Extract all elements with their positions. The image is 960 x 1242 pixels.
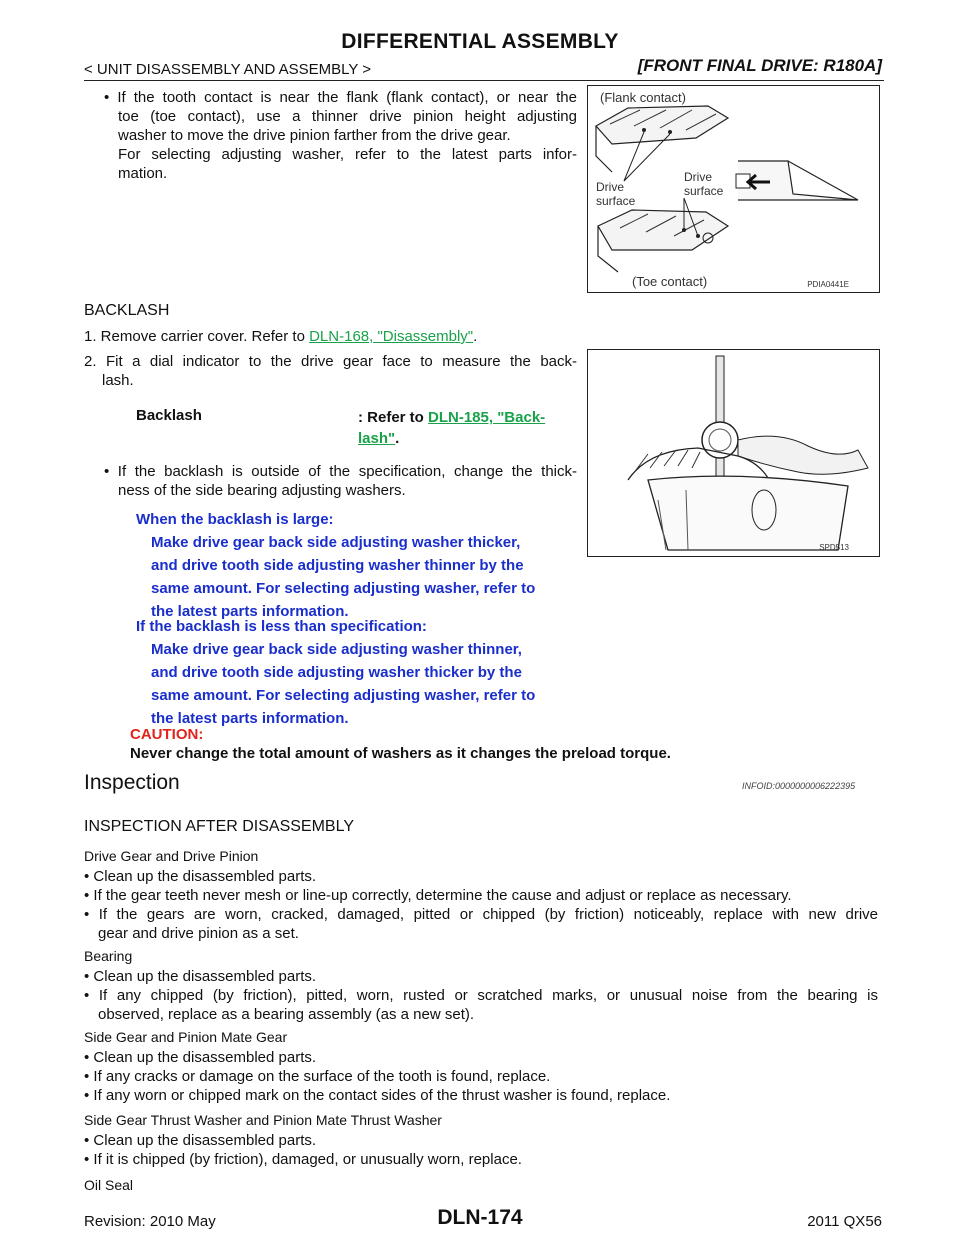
backlash-spec-value — [358, 407, 545, 449]
inspection-subheading: INSPECTION AFTER DISASSEMBLY — [84, 818, 354, 835]
step-suffix: . — [473, 328, 478, 345]
list-item: • Clean up the disassembled parts. — [84, 1132, 317, 1149]
text-line: • If the backlash is outside of the specification, change the thick- — [104, 463, 577, 480]
list-item: • If any chipped (by friction), pitted, worn, rusted or scratched marks, or unusual noise from the bearing is — [84, 987, 878, 1004]
list-item: • If any worn or chipped mark on the contact sides of the thrust washer is found, replace. — [84, 1087, 671, 1104]
list-item: • If it is chipped (by friction), damaged, or unusually worn, replace. — [84, 1151, 522, 1168]
figure-code: SPD513 — [819, 543, 849, 552]
info-id: INFOID:0000000006222395 — [742, 781, 856, 791]
text-line: mation. — [118, 165, 168, 182]
text-line: surface — [596, 194, 636, 208]
section-tag: [FRONT FINAL DRIVE: R180A] — [637, 56, 882, 75]
tooth-contact-bullet — [104, 88, 577, 183]
text-line: Drive — [596, 180, 625, 194]
text-line: same amount. For selecting adjusting washer, refer to — [151, 580, 536, 597]
toe-contact-label: (Toe contact) — [632, 274, 708, 289]
drive-surface-left-label — [596, 180, 635, 208]
step-2 — [84, 352, 577, 390]
figure-code: PDIA0441E — [807, 280, 849, 289]
text-line: washer to move the drive pinion farther from the drive gear. — [118, 127, 511, 144]
drive-gear-list — [84, 867, 878, 943]
text-line: Drive — [684, 170, 713, 184]
step-text: 1. Remove carrier cover. Refer to — [84, 328, 310, 345]
spec-text: : Refer to — [358, 409, 429, 426]
text-line: Make drive gear back side adjusting washer thinner, — [151, 641, 522, 658]
drive-gear-title: Drive Gear and Drive Pinion — [84, 848, 259, 864]
section-heading-backlash: BACKLASH — [84, 302, 170, 319]
breadcrumb: < UNIT DISASSEMBLY AND ASSEMBLY > — [84, 61, 372, 78]
list-item: • Clean up the disassembled parts. — [84, 1049, 317, 1066]
list-item: • If the gear teeth never mesh or line-up correctly, determine the cause and adjust or replace as necessary. — [84, 887, 792, 904]
caution-label: CAUTION: — [130, 726, 204, 743]
text-line: the latest parts information. — [151, 710, 349, 727]
list-item-cont: gear and drive pinion as a set. — [98, 925, 299, 942]
text-line: lash. — [102, 372, 134, 389]
bearing-title: Bearing — [84, 948, 133, 964]
text-line: Make drive gear back side adjusting washer thicker, — [151, 534, 521, 551]
page-title: DIFFERENTIAL ASSEMBLY — [341, 30, 619, 53]
text-line: and drive tooth side adjusting washer thinner by the — [151, 557, 524, 574]
list-item-cont: observed, replace as a bearing assembly (as a new set). — [98, 1006, 475, 1023]
oil-seal-title: Oil Seal — [84, 1177, 134, 1193]
text-line: • If the tooth contact is near the flank (flank contact), or near the — [104, 89, 577, 106]
text-line: surface — [684, 184, 724, 198]
side-gear-title: Side Gear and Pinion Mate Gear — [84, 1029, 288, 1045]
large-backlash-heading: When the backlash is large: — [136, 511, 334, 528]
model-text: 2011 QX56 — [807, 1213, 882, 1230]
text-line: the latest parts information. — [151, 603, 349, 620]
flank-contact-label: (Flank contact) — [600, 90, 686, 105]
small-backlash-text — [151, 638, 535, 730]
revision-text: Revision: 2010 May — [84, 1213, 216, 1230]
page-number: DLN-174 — [437, 1206, 523, 1229]
backlash-bullet — [104, 462, 577, 500]
list-item: • If the gears are worn, cracked, damaged, pitted or chipped (by friction) noticeably, replace with new drive — [84, 906, 878, 923]
large-backlash-text — [151, 531, 535, 623]
side-gear-list — [84, 1048, 878, 1105]
text-line: toe (toe contact), use a thinner drive pinion height adjusting — [118, 108, 577, 125]
bearing-list — [84, 967, 878, 1024]
list-item: • Clean up the disassembled parts. — [84, 868, 317, 885]
tooth-contact-figure — [587, 85, 880, 293]
caution-text: Never change the total amount of washers as it changes the preload torque. — [130, 745, 671, 762]
backlash-spec-label: Backlash — [136, 407, 202, 424]
dial-indicator-figure — [587, 349, 880, 557]
backlash-link-cont[interactable]: lash" — [358, 430, 396, 447]
text-line: ness of the side bearing adjusting washers. — [118, 482, 406, 499]
text-line: same amount. For selecting adjusting washer, refer to — [151, 687, 536, 704]
inspection-heading: Inspection — [84, 771, 180, 794]
drive-surface-right-label — [684, 170, 723, 198]
text-line: and drive tooth side adjusting washer thicker by the — [151, 664, 522, 681]
list-item: • Clean up the disassembled parts. — [84, 968, 317, 985]
list-item: • If any cracks or damage on the surface of the tooth is found, replace. — [84, 1068, 551, 1085]
text-line: 2. Fit a dial indicator to the drive gear face to measure the back- — [84, 353, 577, 370]
thrust-washer-list — [84, 1131, 878, 1169]
header-rule — [84, 80, 884, 81]
spec-suffix: . — [395, 430, 400, 447]
text-line: For selecting adjusting washer, refer to the latest parts infor- — [118, 146, 577, 163]
step-1 — [84, 327, 477, 346]
small-backlash-heading: If the backlash is less than specification: — [136, 618, 427, 635]
thrust-washer-title: Side Gear Thrust Washer and Pinion Mate Thrust Washer — [84, 1112, 442, 1128]
dial-indicator-illustration — [588, 350, 879, 556]
backlash-link[interactable]: DLN-185, "Back- — [428, 409, 546, 426]
disassembly-link[interactable]: DLN-168, "Disassembly" — [309, 328, 474, 345]
